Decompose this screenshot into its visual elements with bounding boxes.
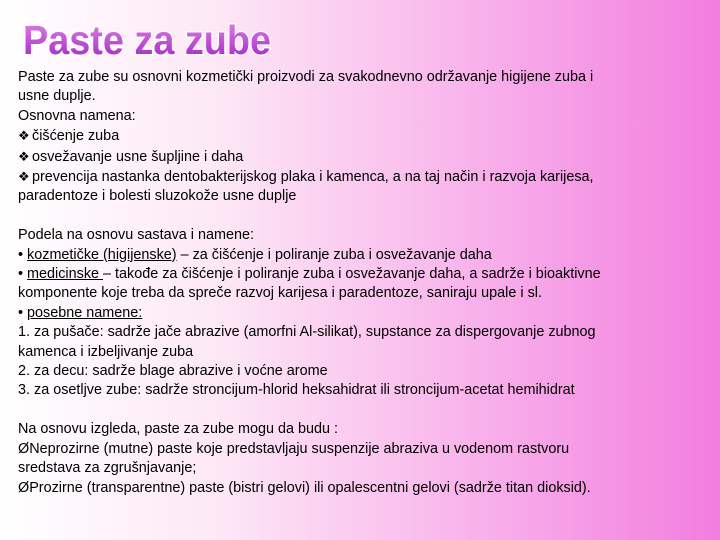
diamond-bullet-icon: ❖ bbox=[18, 148, 30, 164]
purpose-heading: Osnovna namena: bbox=[18, 107, 136, 124]
special-item-continued: kamenca i izbeljivanje zuba bbox=[18, 343, 194, 360]
slide-body bbox=[18, 68, 678, 498]
slide-title-text: Paste za zube bbox=[23, 17, 271, 63]
classification-heading: Podela na osnovu sastava i namene: bbox=[18, 227, 255, 244]
paragraph-gap bbox=[18, 401, 678, 420]
dot-bullet-icon: • bbox=[18, 304, 24, 321]
classification-term: posebne namene: bbox=[27, 304, 143, 321]
appearance-item bbox=[18, 440, 678, 459]
purpose-item-text: osvežavanje usne šupljine i daha bbox=[32, 148, 244, 165]
classification-text: – za čišćenje i poliranje zuba i osvežavanje daha bbox=[176, 246, 492, 263]
appearance-heading: Na osnovu izgleda, paste za zube mogu da budu : bbox=[18, 421, 339, 438]
classification-text-continued: komponente koje treba da spreče razvoj karijesa i paradentoze, saniraju upale i sl. bbox=[18, 285, 542, 302]
special-item: 2. za decu: sadrže blage abrazive i voćne arome bbox=[18, 363, 328, 380]
special-item: 1. za pušače: sadrže jače abrazive (amorfni Al-silikat), supstance za dispergovanje zubnog bbox=[18, 324, 596, 341]
purpose-item-text: čišćenje zuba bbox=[32, 128, 120, 145]
paragraph-gap bbox=[18, 207, 678, 226]
purpose-item bbox=[18, 147, 678, 167]
intro-text: usne duplje. bbox=[18, 88, 96, 105]
appearance-item-text: Neprozirne (mutne) paste koje predstavljaju suspenzije abraziva u vodenom rastvoru bbox=[29, 440, 570, 457]
diamond-bullet-icon: ❖ bbox=[18, 169, 30, 185]
dot-bullet-icon: • bbox=[18, 246, 24, 263]
purpose-item bbox=[18, 126, 678, 146]
arrow-bullet-icon: Ø bbox=[18, 440, 30, 457]
classification-item bbox=[18, 246, 678, 265]
special-item: 3. za osetljve zube: sadrže stroncijum-hlorid heksahidrat ili stroncijum-acetat hemihidrat bbox=[18, 382, 575, 399]
purpose-item bbox=[18, 167, 678, 187]
purpose-item-text: prevencija nastanka dentobakterijskog plaka i kamenca, a na taj način i razvoja karijesa, bbox=[32, 169, 594, 186]
classification-term: kozmetičke (higijenske) bbox=[27, 246, 177, 263]
classification-item bbox=[18, 304, 678, 323]
classification-term: medicinske bbox=[27, 266, 104, 283]
appearance-item bbox=[18, 479, 678, 498]
appearance-item-text: Prozirne (transparentne) paste (bistri gelovi) ili opalescentni gelovi (sadrže titan dioksid). bbox=[29, 479, 591, 496]
purpose-item-continued: paradentoze i bolesti sluzokože usne duplje bbox=[18, 188, 297, 205]
appearance-item-continued: sredstava za zgrušnjavanje; bbox=[18, 460, 197, 477]
arrow-bullet-icon: Ø bbox=[18, 479, 30, 496]
classification-item bbox=[18, 265, 678, 284]
classification-text: – takođe za čišćenje i poliranje zuba i osvežavanje daha, a sadrže i bioaktivne bbox=[103, 266, 601, 283]
dot-bullet-icon: • bbox=[18, 266, 24, 283]
diamond-bullet-icon: ❖ bbox=[18, 128, 30, 144]
slide-title bbox=[20, 10, 300, 66]
intro-text: Paste za zube su osnovni kozmetički proizvodi za svakodnevno održavanje higijene zuba i bbox=[18, 69, 594, 85]
